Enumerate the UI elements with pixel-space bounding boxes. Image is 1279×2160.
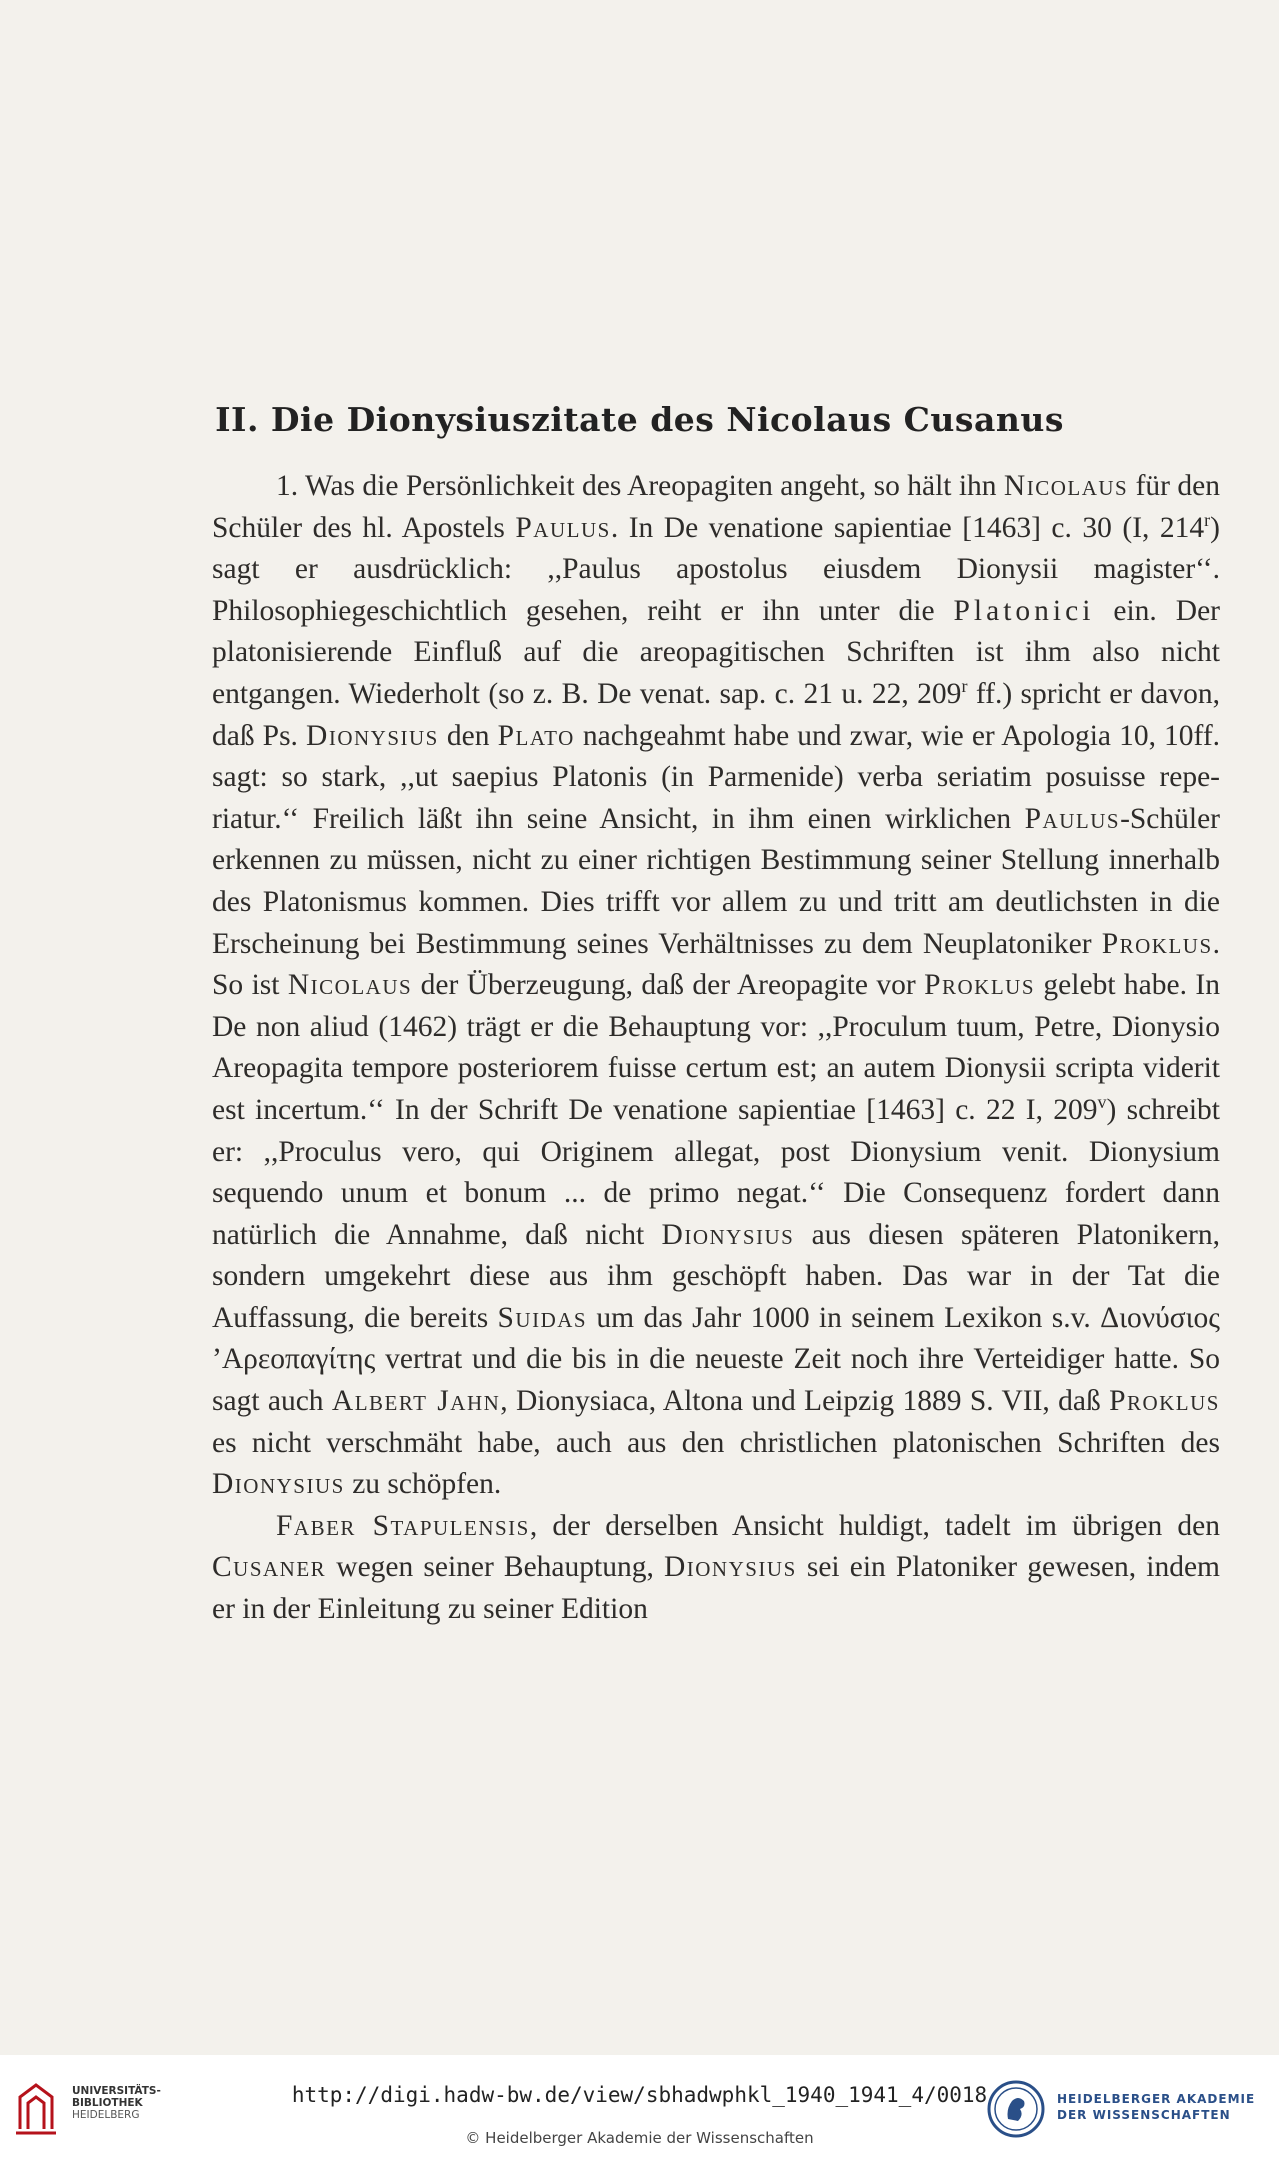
ub-line-3: HEIDELBERG xyxy=(72,2109,140,2121)
text-run: 1. Was die Persönlichkeit des Areopagiten angeht, so hält ihn xyxy=(276,470,1004,502)
sc-text-run: Dionysius xyxy=(663,1551,797,1584)
text-run: zu schöpfen. xyxy=(344,1468,502,1501)
text-run: es nicht verschmäht habe, auch aus den christlichen platonischen Schriften des xyxy=(212,1426,1220,1459)
text-run: für den Schüler des hl. Apostels xyxy=(212,470,1220,544)
sc-text-run: Cusaner xyxy=(212,1551,327,1584)
sc-text-run: Suidas xyxy=(497,1301,588,1334)
footer-bar xyxy=(0,2055,1279,2160)
hadw-line-2: DER WISSENSCHAFTEN xyxy=(1057,2108,1231,2122)
body-text xyxy=(212,466,1220,1631)
text-run: ein. Der platonisierende Einfluß auf die areopagitischen Schriften ist ihm also nicht entgangen. Wiederholt (so z. B. De venat. sap. c. 21 u. 22, 209 xyxy=(212,594,1220,710)
permalink-url[interactable]: http://digi.hadw-bw.de/view/sbhadwphkl_1940_1941_4/0018 xyxy=(291,2083,988,2107)
sc-text-run: Dionysius xyxy=(661,1218,795,1251)
academy-seal-icon[interactable] xyxy=(986,2079,1046,2139)
sc-text-run: Dionysius xyxy=(212,1468,345,1501)
sc-text-run: Albert Jahn xyxy=(331,1385,501,1418)
text-run: nachgeahmt habe und zwar, wie er Apologia 10, 10ff. sagt: so stark, ,,ut saepius Platonis (in Parmenide) verba seriatim posuisse reperiatur.‘‘ Freilich läßt ihn seine Ansicht, in ihm einen wirklichen xyxy=(212,719,1221,835)
paragraph-2 xyxy=(212,1506,1220,1631)
sup-text-run: r xyxy=(1204,509,1211,530)
sc-text-run: Plato xyxy=(497,719,575,752)
sc-text-run: Proklus xyxy=(1109,1385,1220,1418)
ub-line-2: BIBLIOTHEK xyxy=(72,2097,143,2109)
text-run: wegen seiner Behauptung, xyxy=(326,1551,664,1584)
text-run: , der derselben Ansicht huldigt, tadelt im übrigen den xyxy=(529,1509,1220,1542)
chapter-heading: II. Die Dionysiuszitate des Nicolaus Cusanus xyxy=(215,400,1064,439)
sc-text-run: Proklus xyxy=(924,969,1036,1002)
sup-text-run: v xyxy=(1097,1092,1107,1113)
text-run: gelebt habe. In De non aliud (1462) trägt er die Behauptung vor: ,,Proculum tuum, Petre, Dionysio Areopagita tempore posteriorem fuisse certum est; an autem Dionysii scripta viderit est incertum.‘‘ In der Schrift De venatione sapientiae [1463] c. 22 I, 209 xyxy=(212,969,1220,1126)
sup-text-run: r xyxy=(961,676,968,697)
text-run: ff.) spricht er davon, daß Ps. xyxy=(212,677,1220,752)
sc-text-run: Proklus xyxy=(1101,927,1213,960)
paragraph-1 xyxy=(212,466,1220,1506)
copyright-notice: © Heidelberger Akademie der Wissenschaften xyxy=(465,2129,814,2147)
sc-text-run: Paulus xyxy=(1024,802,1121,835)
text-run: der Überzeugung, daß der Areopagite vor xyxy=(412,969,925,1002)
text-run: den xyxy=(438,719,498,752)
ub-line-1: UNIVERSITÄTS- xyxy=(72,2085,161,2097)
academy-name xyxy=(1057,2091,1255,2123)
text-run: . In De venatione sapientiae [1463] c. 30 (I, 214 xyxy=(610,511,1205,544)
sc-text-run: Nicolaus xyxy=(1003,470,1129,502)
text-run: sei ein Platoniker gewesen, indem er in der Einleitung zu seiner Edition xyxy=(212,1551,1220,1626)
text-run: um das Jahr 1000 in seinem Lexikon s.v. Διονύσιος ’Αρεοπαγίτης vertrat und die bis in die neueste Zeit noch ihre Verteidiger hatte. So sagt auch xyxy=(212,1301,1220,1418)
text-run: ) sagt er ausdrücklich: ,,Paulus apostolus eiusdem Dionysii magister‘‘. Philosophiegeschichtlich gesehen, reiht er ihn unter die xyxy=(212,511,1220,627)
sc-text-run: Faber Stapulensis xyxy=(276,1509,530,1542)
hadw-line-1: HEIDELBERGER AKADEMIE xyxy=(1057,2092,1256,2106)
text-run: , Dionysiaca, Altona und Leipzig 1889 S. VII, daß xyxy=(500,1385,1110,1418)
text-run: . So ist xyxy=(212,927,1220,1002)
sc-text-run: Paulus xyxy=(515,511,611,544)
text-run: ) schreibt er: ,,Proculus vero, qui Originem allegat, post Dionysium venit. Dionysium sequendo unum et bonum ... de primo negat.‘‘ Die Consequenz fordert dann natürlich die Annahme, daß nicht xyxy=(212,1093,1220,1251)
sc-text-run: Nicolaus xyxy=(287,969,413,1002)
sc-text-run: Dionysius xyxy=(306,719,439,752)
text-run: -Schüler erkennen zu müssen, nicht zu einer richtigen Bestimmung seiner Stellung innerhalb des Platonismus kommen. Dies trifft vor allem zu und tritt am deutlichsten in die Erscheinung bei Bestimmung seines Verhältnisses zu dem Neuplatoniker xyxy=(212,802,1220,960)
sp-text-run: Platonici xyxy=(953,594,1095,627)
text-run: aus diesen späteren Platonikern, sondern umgekehrt diese aus ihm geschöpft haben. Das war in der Tat die Auffassung, die bereits xyxy=(212,1218,1220,1334)
